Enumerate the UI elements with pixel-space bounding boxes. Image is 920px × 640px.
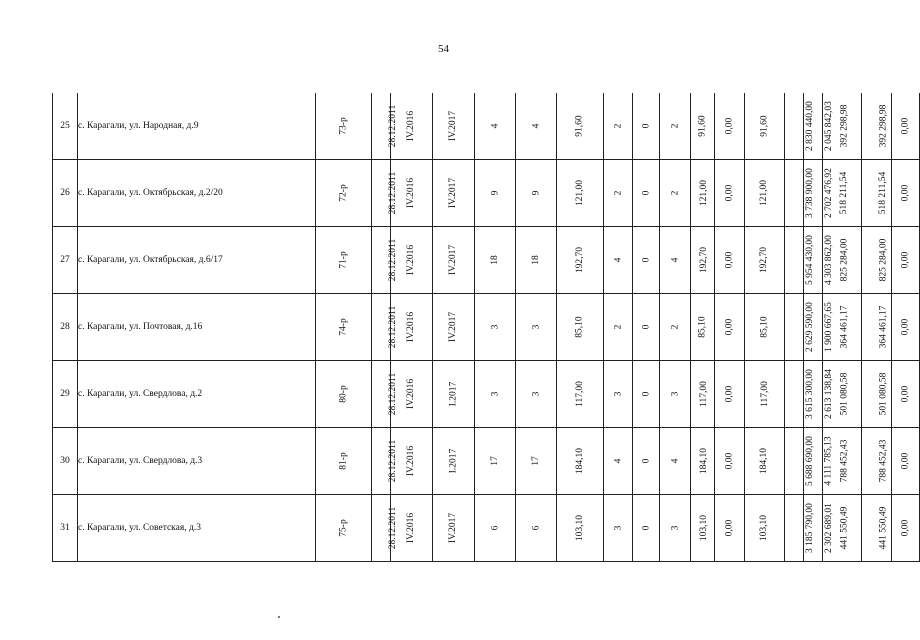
table-row — [53, 93, 920, 160]
value-cell — [633, 227, 660, 294]
value-cell — [691, 294, 715, 361]
value-cell — [660, 428, 691, 495]
cell-text: 0,00 — [900, 385, 911, 403]
cell-text: 0,00 — [724, 318, 735, 336]
cell-text: 6 — [490, 525, 500, 531]
cell-text: IV.2016 — [406, 177, 417, 209]
address-cell: с. Карагали, ул. Октябрьская, д.2/20 — [78, 160, 316, 227]
value-cell — [862, 361, 892, 428]
value-cell — [604, 227, 633, 294]
cell-text: 184,10 — [575, 447, 585, 475]
cell-text: 0 — [641, 525, 651, 531]
cell-text: 3 — [490, 391, 500, 397]
value-cell — [892, 428, 920, 495]
value-cell — [475, 361, 516, 428]
cell-text: 18 — [531, 255, 541, 265]
value-cell — [433, 160, 475, 227]
value-cell — [633, 294, 660, 361]
cell-text: 0 — [641, 324, 651, 330]
cell-text: 121,00 — [575, 179, 585, 207]
cell-text: IV.2017 — [448, 311, 459, 343]
cell-text: 2 — [613, 123, 623, 129]
cell-text: 192,70 — [699, 246, 710, 274]
cell-text: IV.2016 — [406, 244, 417, 276]
cell-text: 71-р — [338, 251, 349, 269]
cell-text: IV.2017 — [448, 244, 459, 276]
value-cell — [433, 428, 475, 495]
value-cell — [862, 227, 892, 294]
value-cell — [372, 428, 399, 495]
row-number: 31 — [53, 495, 78, 562]
cell-text: 73-р — [338, 117, 349, 135]
cell-text: 788 452,43 — [878, 439, 889, 483]
value-cell — [745, 160, 785, 227]
data-table — [52, 93, 920, 562]
value-cell — [862, 93, 892, 160]
cell-text: 3 — [613, 391, 623, 397]
cell-text: 501 080,58 — [839, 372, 850, 416]
value-cell — [475, 160, 516, 227]
value-cell — [785, 495, 815, 562]
value-cell — [892, 227, 920, 294]
value-cell — [892, 361, 920, 428]
value-cell — [516, 495, 557, 562]
value-cell — [660, 361, 691, 428]
cell-text: 2 045 842,03 — [823, 101, 834, 151]
value-cell — [745, 294, 785, 361]
cell-text: 72-р — [338, 184, 349, 202]
cell-text: 5 954 430,00 — [804, 235, 815, 285]
value-cell — [604, 495, 633, 562]
cell-text: IV.2016 — [406, 512, 417, 544]
value-cell — [785, 160, 815, 227]
value-cell — [785, 361, 815, 428]
value-cell — [715, 294, 745, 361]
value-cell — [633, 93, 660, 160]
cell-text: 2 613 138,84 — [823, 369, 834, 419]
cell-text: 74-р — [338, 318, 349, 336]
value-cell — [660, 227, 691, 294]
cell-text: I.2017 — [448, 448, 459, 474]
cell-text: 2 302 689,01 — [823, 503, 834, 553]
cell-text: 17 — [531, 456, 541, 466]
value-cell — [316, 294, 372, 361]
value-cell — [892, 93, 920, 160]
row-number: 30 — [53, 428, 78, 495]
cell-text: 4 — [490, 123, 500, 129]
value-cell — [785, 294, 815, 361]
value-cell — [715, 227, 745, 294]
value-cell — [372, 227, 399, 294]
cell-text: IV.2016 — [406, 445, 417, 477]
cell-text: 2 — [670, 190, 680, 196]
cell-text: 441 550,49 — [878, 506, 889, 550]
cell-text: 518 211,54 — [839, 171, 850, 215]
cell-text: 91,60 — [575, 115, 585, 137]
row-number: 29 — [53, 361, 78, 428]
value-cell — [745, 495, 785, 562]
cell-text: IV.2016 — [406, 110, 417, 142]
cell-text: 0,00 — [724, 519, 735, 537]
value-cell — [604, 361, 633, 428]
cell-text: IV.2017 — [448, 177, 459, 209]
value-cell — [660, 495, 691, 562]
cell-text: 0 — [641, 391, 651, 397]
value-cell — [633, 495, 660, 562]
value-cell — [604, 93, 633, 160]
value-cell — [433, 227, 475, 294]
value-cell — [433, 294, 475, 361]
value-cell — [557, 495, 604, 562]
value-cell — [892, 294, 920, 361]
cell-text: 0,00 — [900, 318, 911, 336]
cell-text: 192,70 — [759, 246, 770, 274]
cell-text: 4 — [670, 458, 680, 464]
value-cell — [475, 93, 516, 160]
cell-text: 3 — [490, 324, 500, 330]
cell-text: 364 461,17 — [839, 305, 850, 349]
value-cell — [557, 361, 604, 428]
value-cell — [557, 160, 604, 227]
value-cell — [475, 495, 516, 562]
cell-text: 80-р — [338, 385, 349, 403]
value-cell — [557, 294, 604, 361]
value-cell — [316, 495, 372, 562]
cell-text: 0 — [641, 190, 651, 196]
value-cell — [516, 93, 557, 160]
cell-text: 75-р — [338, 519, 349, 537]
address-cell: с. Карагали, ул. Советская, д.3 — [78, 495, 316, 562]
cell-text: 3 615 300,00 — [804, 369, 815, 419]
cell-text: 9 — [531, 190, 541, 196]
value-cell — [372, 294, 399, 361]
row-number: 28 — [53, 294, 78, 361]
value-cell — [785, 428, 815, 495]
cell-text: 2 — [613, 324, 623, 330]
value-cell — [316, 227, 372, 294]
value-cell — [516, 361, 557, 428]
value-cell — [372, 361, 399, 428]
value-cell — [316, 160, 372, 227]
cell-text: 441 550,49 — [839, 506, 850, 550]
cell-text: 28.12.2011 — [388, 305, 399, 349]
value-cell — [633, 361, 660, 428]
cell-text: 1 900 667,65 — [823, 302, 834, 352]
value-cell — [516, 160, 557, 227]
cell-text: 85,10 — [759, 316, 770, 338]
cell-text: 0,00 — [900, 251, 911, 269]
cell-text: 0,00 — [724, 385, 735, 403]
value-cell — [691, 361, 715, 428]
value-cell — [372, 160, 399, 227]
cell-text: 0 — [641, 123, 651, 129]
cell-text: 91,60 — [697, 115, 708, 137]
cell-text: 85,10 — [697, 316, 708, 338]
value-cell — [745, 227, 785, 294]
cell-text: 2 — [613, 190, 623, 196]
cell-text: 0,00 — [724, 452, 735, 470]
cell-text: 4 111 785,13 — [823, 436, 834, 486]
cell-text: 3 738 900,00 — [804, 168, 815, 218]
table-row — [53, 227, 920, 294]
table-body — [53, 93, 920, 562]
cell-text: 0,00 — [900, 117, 911, 135]
address-cell: с. Карагали, ул. Почтовая, д.16 — [78, 294, 316, 361]
cell-text: 0,00 — [724, 184, 735, 202]
cell-text: 5 688 690,00 — [804, 436, 815, 486]
value-cell — [691, 93, 715, 160]
value-cell — [433, 495, 475, 562]
cell-text: 2 — [670, 123, 680, 129]
table-row — [53, 294, 920, 361]
value-cell — [604, 428, 633, 495]
row-number: 26 — [53, 160, 78, 227]
value-cell — [862, 495, 892, 562]
value-cell — [633, 160, 660, 227]
value-cell — [715, 93, 745, 160]
cell-text: 501 080,58 — [878, 372, 889, 416]
value-cell — [892, 495, 920, 562]
cell-text: 0 — [641, 257, 651, 263]
cell-text: 518 211,54 — [878, 171, 889, 215]
value-cell — [660, 93, 691, 160]
value-cell — [862, 428, 892, 495]
cell-text: 3 — [670, 525, 680, 531]
row-number: 27 — [53, 227, 78, 294]
cell-text: 121,00 — [759, 179, 770, 207]
value-cell — [516, 294, 557, 361]
cell-text: 9 — [490, 190, 500, 196]
cell-text: 3 — [670, 391, 680, 397]
cell-text: 4 — [613, 458, 623, 464]
value-cell — [715, 495, 745, 562]
value-cell — [475, 428, 516, 495]
table-row — [53, 160, 920, 227]
cell-text: 184,10 — [759, 447, 770, 475]
cell-text: 3 — [613, 525, 623, 531]
value-cell — [557, 93, 604, 160]
value-cell — [745, 361, 785, 428]
cell-text: 28.12.2011 — [388, 238, 399, 282]
cell-text: 103,10 — [575, 514, 585, 542]
cell-text: IV.2017 — [448, 110, 459, 142]
cell-text: 4 303 862,00 — [823, 235, 834, 285]
value-cell — [785, 227, 815, 294]
table-row — [53, 428, 920, 495]
cell-text: 0,00 — [724, 117, 735, 135]
cell-text: 4 — [531, 123, 541, 129]
address-cell: с. Карагали, ул. Свердлова, д.3 — [78, 428, 316, 495]
value-cell — [745, 93, 785, 160]
cell-text: 6 — [531, 525, 541, 531]
value-cell — [715, 160, 745, 227]
value-cell — [316, 361, 372, 428]
value-cell — [604, 160, 633, 227]
cell-text: 0,00 — [900, 519, 911, 537]
value-cell — [372, 495, 399, 562]
address-cell: с. Карагали, ул. Свердлова, д.2 — [78, 361, 316, 428]
value-cell — [691, 495, 715, 562]
cell-text: 28.12.2011 — [388, 171, 399, 215]
value-cell — [372, 93, 399, 160]
cell-text: 0,00 — [724, 251, 735, 269]
cell-text: 28.12.2011 — [388, 372, 399, 416]
cell-text: 3 — [531, 324, 541, 330]
cell-text: 117,00 — [575, 381, 585, 407]
cell-text: 0,00 — [900, 184, 911, 202]
cell-text: 121,00 — [699, 179, 710, 207]
cell-text: 788 452,43 — [839, 439, 850, 483]
cell-text: 2 830 440,00 — [804, 101, 815, 151]
cell-text: 117,00 — [759, 381, 770, 407]
value-cell — [433, 93, 475, 160]
value-cell — [433, 361, 475, 428]
value-cell — [516, 227, 557, 294]
cell-text: 4 — [613, 257, 623, 263]
cell-text: 184,10 — [699, 447, 710, 475]
cell-text: 91,60 — [759, 115, 770, 137]
value-cell — [745, 428, 785, 495]
cell-text: 28.12.2011 — [388, 506, 399, 550]
address-cell: с. Карагали, ул. Народная, д.9 — [78, 93, 316, 160]
cell-text: 28.12.2011 — [388, 104, 399, 148]
value-cell — [660, 294, 691, 361]
value-cell — [516, 428, 557, 495]
cell-text: 85,10 — [575, 316, 585, 338]
cell-text: 825 284,00 — [839, 238, 850, 282]
cell-text: 103,10 — [699, 514, 710, 542]
value-cell — [691, 428, 715, 495]
cell-text: IV.2016 — [406, 311, 417, 343]
cell-text: 364 461,17 — [878, 305, 889, 349]
value-cell — [785, 93, 815, 160]
value-cell — [715, 428, 745, 495]
value-cell — [604, 294, 633, 361]
cell-text: 2 702 476,92 — [823, 168, 834, 218]
value-cell — [862, 294, 892, 361]
cell-text: 0,00 — [900, 452, 911, 470]
value-cell — [316, 93, 372, 160]
cell-text: 2 — [670, 324, 680, 330]
value-cell — [633, 428, 660, 495]
cell-text: 825 284,00 — [878, 238, 889, 282]
value-cell — [475, 294, 516, 361]
value-cell — [316, 428, 372, 495]
cell-text: 17 — [490, 456, 500, 466]
cell-text: 192,70 — [575, 246, 585, 274]
value-cell — [862, 160, 892, 227]
value-cell — [892, 160, 920, 227]
cell-text: IV.2017 — [448, 512, 459, 544]
table-row — [53, 361, 920, 428]
cell-text: 28.12.2011 — [388, 439, 399, 483]
cell-text: I.2017 — [448, 381, 459, 407]
cell-text: 3 185 790,00 — [804, 503, 815, 553]
cell-text: 4 — [670, 257, 680, 263]
value-cell — [660, 160, 691, 227]
cell-text: IV.2016 — [406, 378, 417, 410]
value-cell — [557, 227, 604, 294]
cell-text: 103,10 — [759, 514, 770, 542]
cell-text: 18 — [490, 255, 500, 265]
cell-text: 0 — [641, 458, 651, 464]
address-cell: с. Карагали, ул. Октябрьская, д.6/17 — [78, 227, 316, 294]
value-cell — [715, 361, 745, 428]
value-cell — [557, 428, 604, 495]
cell-text: 81-р — [338, 452, 349, 470]
cell-text: 117,00 — [698, 381, 709, 407]
value-cell — [691, 227, 715, 294]
page-number: 54 — [438, 43, 449, 55]
cell-text: 2 629 590,00 — [804, 302, 815, 352]
value-cell — [475, 227, 516, 294]
row-number: 25 — [53, 93, 78, 160]
table-row — [53, 495, 920, 562]
cell-text: 392 298,98 — [839, 104, 850, 148]
cell-text: 392 298,98 — [878, 104, 889, 148]
scan-speck — [278, 616, 280, 618]
value-cell — [691, 160, 715, 227]
cell-text: 3 — [531, 391, 541, 397]
